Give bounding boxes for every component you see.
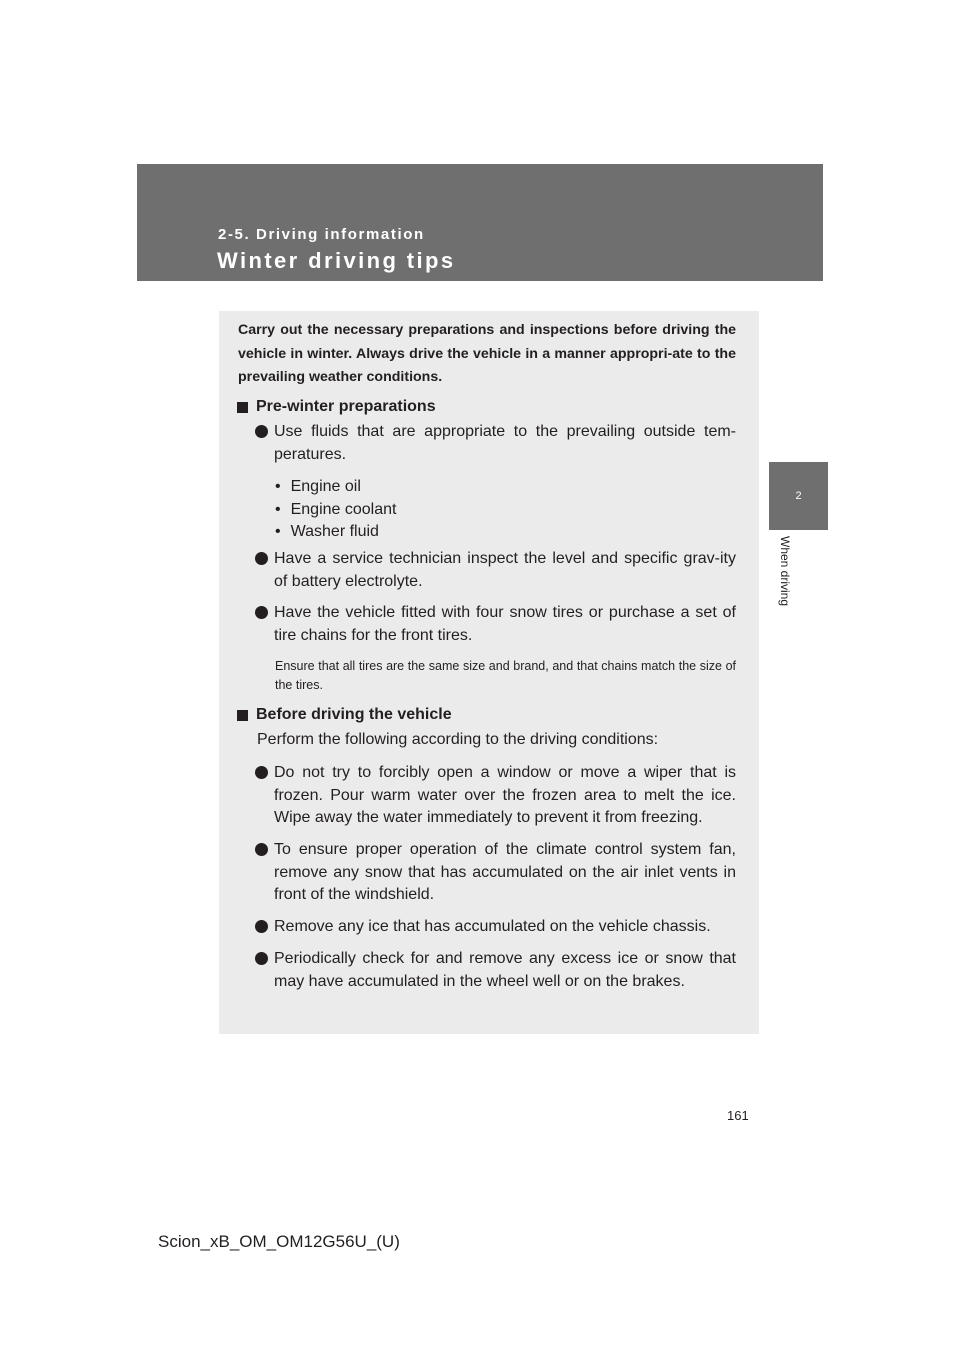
intro-text: Carry out the necessary preparations and inspections before driving the vehicle in winter. Always drive the vehicle in a manner appropri-ate to the prevailing weather conditions.: [238, 322, 736, 385]
circle-bullet-icon: [255, 425, 268, 438]
list-item: [255, 762, 736, 830]
list-item-text: Have the vehicle fitted with four snow tires or purchase a set of tire chains for the front tires.: [274, 604, 736, 644]
before-driving-heading: [237, 704, 452, 726]
fluid-item: • Engine oil: [275, 476, 361, 499]
pre-winter-heading: [237, 396, 436, 418]
content-box: [219, 311, 759, 1034]
tire-note: Ensure that all tires are the same size and brand, and that chains match the size of the tires.: [275, 659, 736, 692]
chapter-label: When driving: [778, 536, 792, 607]
fluid-item: • Washer fluid: [275, 521, 379, 544]
square-bullet-icon: [237, 402, 248, 413]
page-title: Winter driving tips: [217, 248, 456, 273]
circle-bullet-icon: [255, 843, 268, 856]
list-item: [255, 602, 736, 647]
section-label: 2-5. Driving information: [218, 226, 425, 243]
fluid-item: • Engine coolant: [275, 499, 396, 522]
list-item-text: Use fluids that are appropriate to the prevailing outside tem-peratures.: [274, 423, 736, 463]
document-code: Scion_xB_OM_OM12G56U_(U): [158, 1232, 400, 1251]
page-number: 161: [727, 1108, 749, 1123]
list-item-text: Remove any ice that has accumulated on the vehicle chassis.: [274, 918, 711, 935]
chapter-number: 2: [795, 490, 802, 502]
list-item: [255, 548, 736, 593]
before-driving-lead: Perform the following according to the driving conditions:: [257, 731, 659, 748]
circle-bullet-icon: [255, 952, 268, 965]
list-item: [255, 916, 736, 939]
list-item-text: Have a service technician inspect the level and specific grav-ity of battery electrolyte.: [274, 550, 736, 590]
list-item-text: Periodically check for and remove any excess ice or snow that may have accumulated in the wheel well or on the brakes.: [274, 950, 736, 990]
list-item: [255, 839, 736, 907]
circle-bullet-icon: [255, 552, 268, 565]
circle-bullet-icon: [255, 920, 268, 933]
pre-winter-heading-text: Pre-winter preparations: [256, 398, 436, 415]
header-band: [137, 164, 823, 281]
list-item: [255, 421, 736, 466]
before-driving-heading-text: Before driving the vehicle: [256, 706, 452, 723]
chapter-tab: [769, 462, 828, 530]
list-item: [255, 948, 736, 993]
square-bullet-icon: [237, 710, 248, 721]
circle-bullet-icon: [255, 606, 268, 619]
circle-bullet-icon: [255, 766, 268, 779]
list-item-text: To ensure proper operation of the climate control system fan, remove any snow that has accumulated on the air inlet vents in front of the windshield.: [274, 841, 736, 903]
list-item-text: Do not try to forcibly open a window or move a wiper that is frozen. Pour warm water over the frozen area to melt the ice. Wipe away the water immediately to prevent it from freezing.: [274, 764, 736, 826]
